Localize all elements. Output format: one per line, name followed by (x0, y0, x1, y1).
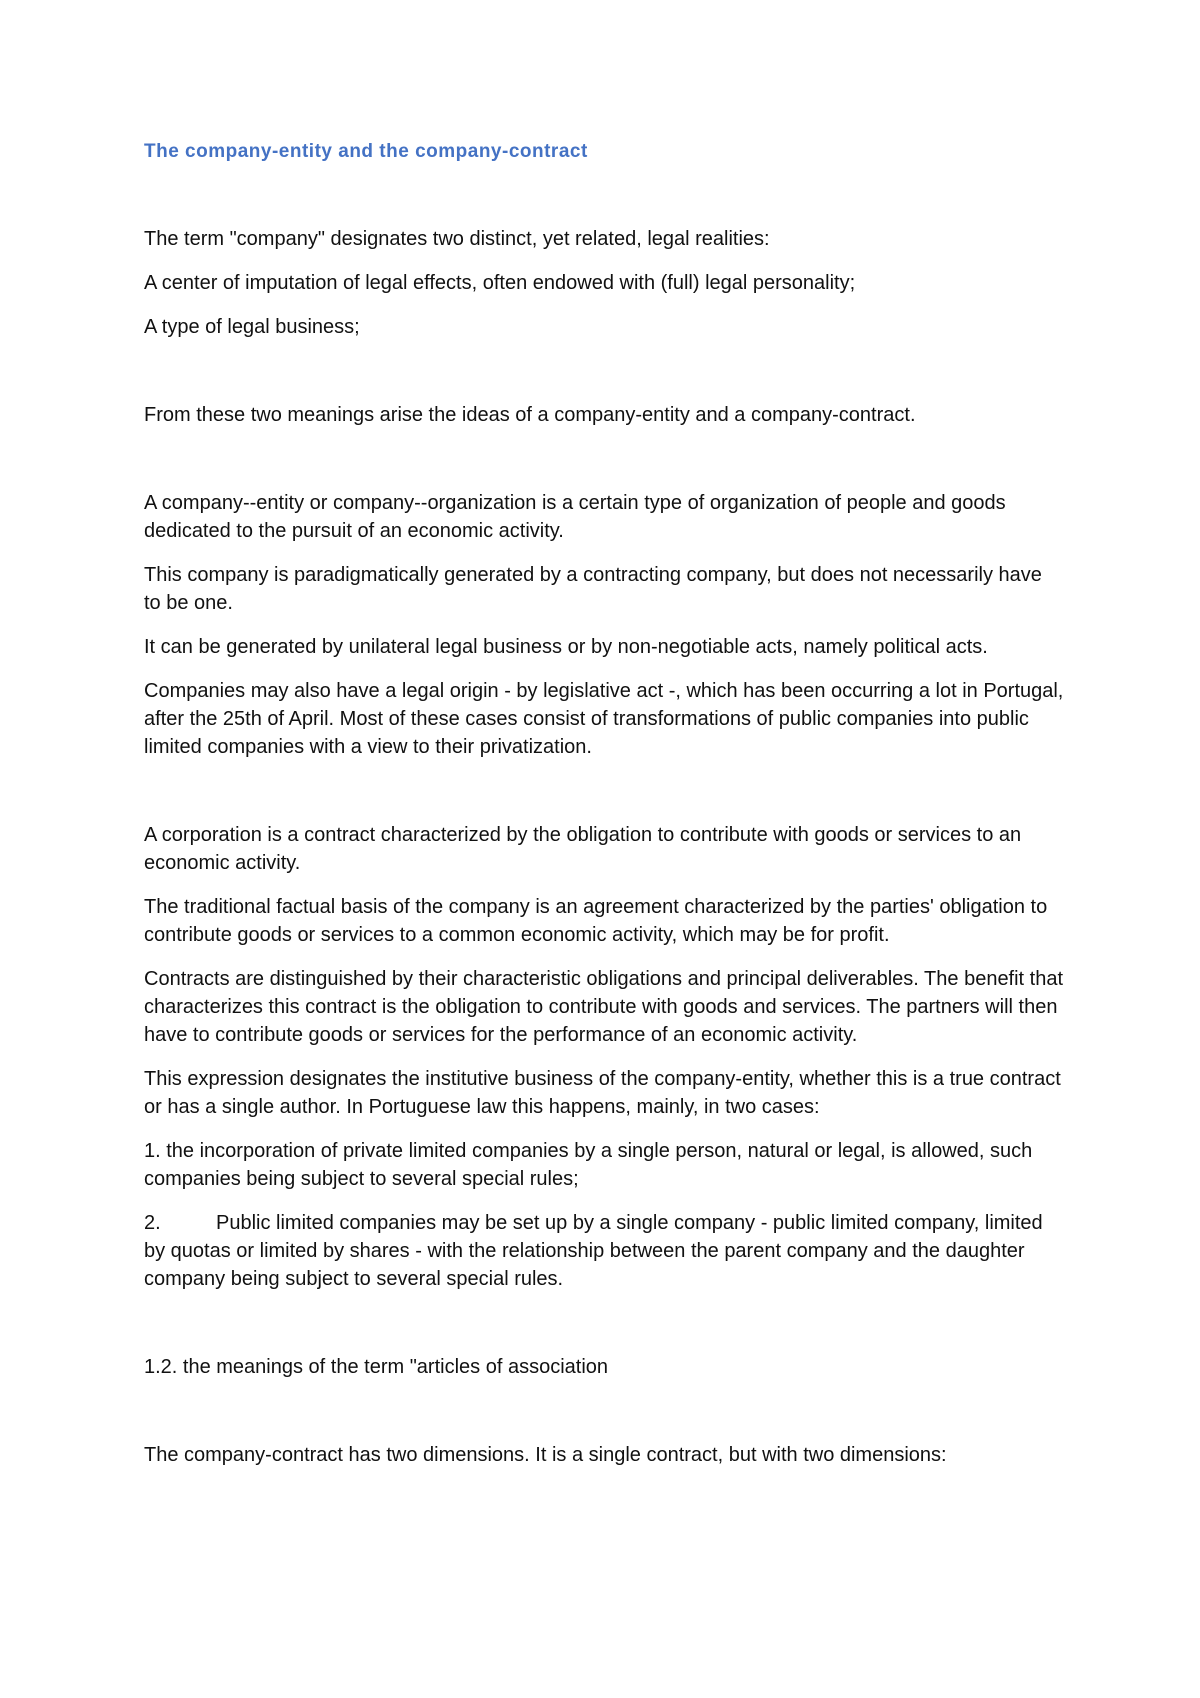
paragraph: The company-contract has two dimensions. It is a single contract, but with two dimensions: (144, 1444, 947, 1466)
paragraph: From these two meanings arise the ideas of a company-entity and a company-contract. (144, 404, 916, 426)
list-item-1: 1. the incorporation of private limited companies by a single person, natural or legal, is allowed, such companies being subject to several special rules; (144, 1140, 1038, 1190)
paragraph: It can be generated by unilateral legal business or by non-negotiable acts, namely political acts. (144, 636, 988, 658)
paragraph: A company--entity or company--organization is a certain type of organization of people and goods dedicated to the pursuit of an economic activity. (144, 492, 1012, 542)
list-item-2 (144, 1209, 1064, 1293)
paragraph: The term "company" designates two distinct, yet related, legal realities: (144, 228, 770, 250)
paragraph: A type of legal business; (144, 316, 360, 338)
list-number: 2. (144, 1212, 161, 1234)
section-title: 1.2. the meanings of the term "articles of association (144, 1356, 609, 1378)
paragraph: This company is paradigmatically generated by a contracting company, but does not necessarily have to be one. (144, 564, 1048, 614)
paragraph: Companies may also have a legal origin - by legislative act -, which has been occurring a lot in Portugal, after the 25th of April. Most of these cases consist of transformations of public companies into public limited companies with a view to their privatization. (144, 680, 1069, 758)
paragraph: Contracts are distinguished by their characteristic obligations and principal deliverables. The benefit that characterizes this contract is the obligation to contribute with goods and services. The partners will then have to contribute goods or services for the performance of an economic activity. (144, 968, 1069, 1046)
paragraph: A center of imputation of legal effects, often endowed with (full) legal personality; (144, 272, 856, 294)
list-item-text: Public limited companies may be set up by a single company - public limited company, limited by quotas or limited by shares - with the relationship between the parent company and the daughter company being subject to several special rules. (144, 1212, 1049, 1290)
paragraph: The traditional factual basis of the company is an agreement characterized by the parties' obligation to contribute goods or services to a common economic activity, which may be for profit. (144, 896, 1053, 946)
document-heading: The company-entity and the company-contract (144, 141, 588, 162)
paragraph: This expression designates the institutive business of the company-entity, whether this is a true contract or has a single author. In Portuguese law this happens, mainly, in two cases: (144, 1068, 1067, 1118)
paragraph: A corporation is a contract characterized by the obligation to contribute with goods or services to an economic activity. (144, 824, 1027, 874)
document-body (144, 140, 1069, 1485)
